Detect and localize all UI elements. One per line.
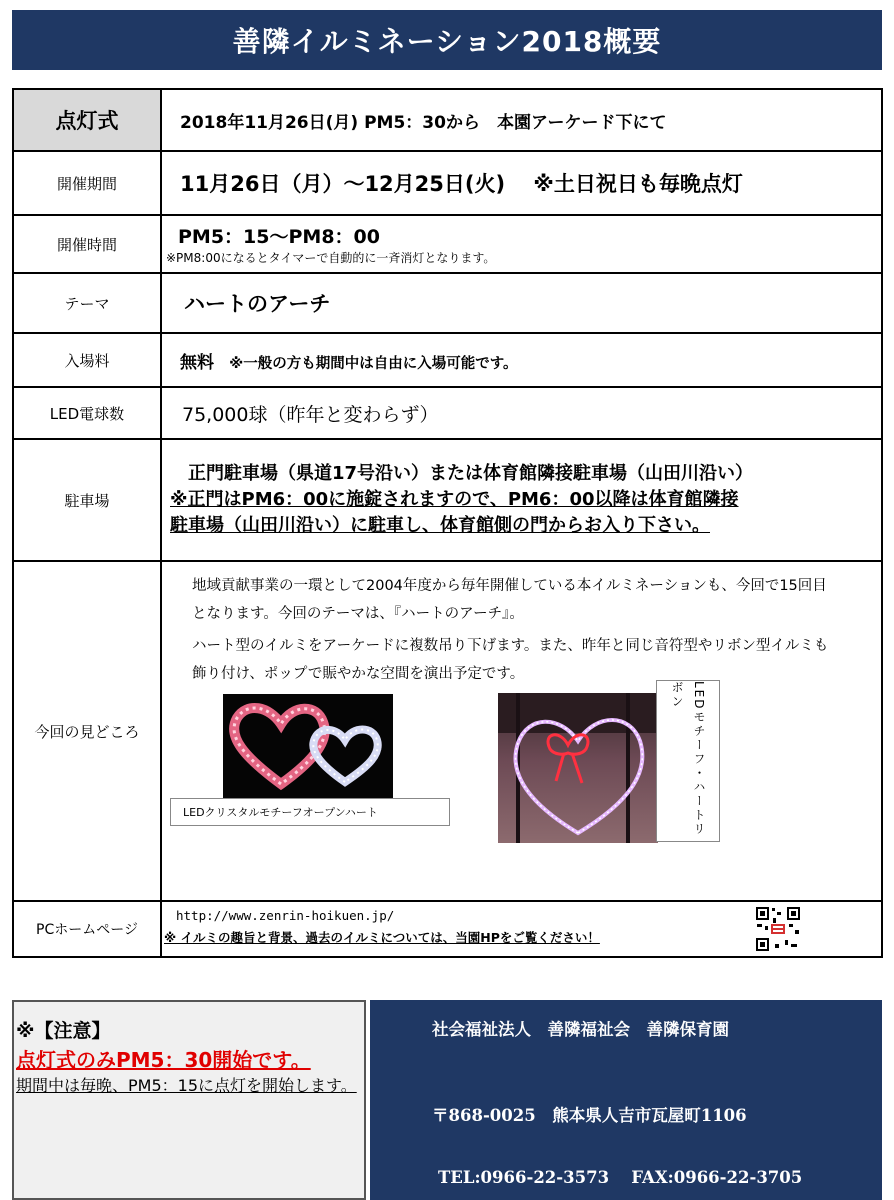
hours-label: 開催時間 xyxy=(13,215,161,273)
hours-note: ※PM8:00になるとタイマーで自動的に一斉消灯となります。 xyxy=(166,251,496,265)
ceremony-value: 2018年11月26日(月) PM5：30から 本園アーケード下にて xyxy=(161,89,882,151)
table-row xyxy=(13,387,882,439)
homepage-note: ※ イルミの趣旨と背景、過去のイルミについては、当園HPをご覧ください！ xyxy=(164,930,600,945)
hours-value: PM5：15～PM8：00 xyxy=(178,226,380,248)
heart-ribbon-photo xyxy=(498,693,658,843)
parking-line-1: 正門駐車場（県道17号沿い）または体育館隣接駐車場（山田川沿い） xyxy=(188,463,754,484)
parking-label: 駐車場 xyxy=(13,439,161,561)
photo-area xyxy=(162,681,881,878)
table-row xyxy=(13,333,882,387)
led-value: 75,000球（昨年と変わらず） xyxy=(161,387,882,439)
caution-box xyxy=(12,1000,366,1200)
page-title: 善隣イルミネーション2018概要 xyxy=(12,10,882,70)
qr-code-icon xyxy=(755,906,801,952)
table-row xyxy=(13,901,882,957)
homepage-label: PCホームページ xyxy=(13,901,161,957)
organization-name: 社会福祉法人 善隣福祉会 善隣保育園 xyxy=(432,1020,729,1039)
organization-box xyxy=(370,1000,882,1200)
caution-highlight: 点灯式のみPM5：30開始です。 xyxy=(16,1048,311,1072)
theme-label: テーマ xyxy=(13,273,161,333)
period-value: 11月26日（月）～12月25日(火) ※土日祝日も毎晩点灯 xyxy=(161,151,882,215)
ceremony-label: 点灯式 xyxy=(13,89,161,151)
led-label: LED電球数 xyxy=(13,387,161,439)
homepage-link[interactable]: http://www.zenrin-hoikuen.jp/ xyxy=(176,908,395,923)
fee-note: ※一般の方も期間中は自由に入場可能です。 xyxy=(229,355,518,372)
heart-ribbon-caption: LEDモチーフ・ハートリボン xyxy=(656,680,720,842)
highlights-paragraph-1: 地域貢献事業の一環として2004年度から毎年開催している本イルミネーションも、今回で15回目となります。今回のテーマは、『ハートのアーチ』。 xyxy=(192,578,827,622)
crystal-heart-caption: LEDクリスタルモチーフオープンハート xyxy=(170,798,450,826)
info-table xyxy=(12,88,883,958)
crystal-heart-photo xyxy=(223,694,393,798)
table-row xyxy=(13,89,882,151)
table-row xyxy=(13,215,882,273)
period-label: 開催期間 xyxy=(13,151,161,215)
theme-value: ハートのアーチ xyxy=(161,273,882,333)
table-row xyxy=(13,439,882,561)
fee-value: 無料 xyxy=(180,352,214,373)
highlights-paragraph-2: ハート型のイルミをアーケードに複数吊り下げます。また、昨年と同じ音符型やリボン型イルミも飾り付け、ポップで賑やかな空間を演出予定です。 xyxy=(192,638,829,682)
parking-line-2: ※正門はPM6：00に施錠されますので、PM6：00以降は体育館隣接 xyxy=(170,489,739,510)
table-row xyxy=(13,273,882,333)
highlights-label: 今回の見どころ xyxy=(13,561,161,901)
caution-title: ※【注意】 xyxy=(16,1020,111,1042)
table-row xyxy=(13,561,882,901)
parking-line-3: 駐車場（山田川沿い）に駐車し、体育館側の門からお入り下さい。 xyxy=(170,515,710,536)
table-row xyxy=(13,151,882,215)
caution-text: 期間中は毎晩、PM5：15に点灯を開始します。 xyxy=(16,1076,357,1095)
organization-address: 〒868-0025 熊本県人吉市瓦屋町1106 xyxy=(432,1106,747,1125)
organization-contact: TEL:0966-22-3573 FAX:0966-22-3705 xyxy=(438,1168,803,1187)
fee-label: 入場料 xyxy=(13,333,161,387)
